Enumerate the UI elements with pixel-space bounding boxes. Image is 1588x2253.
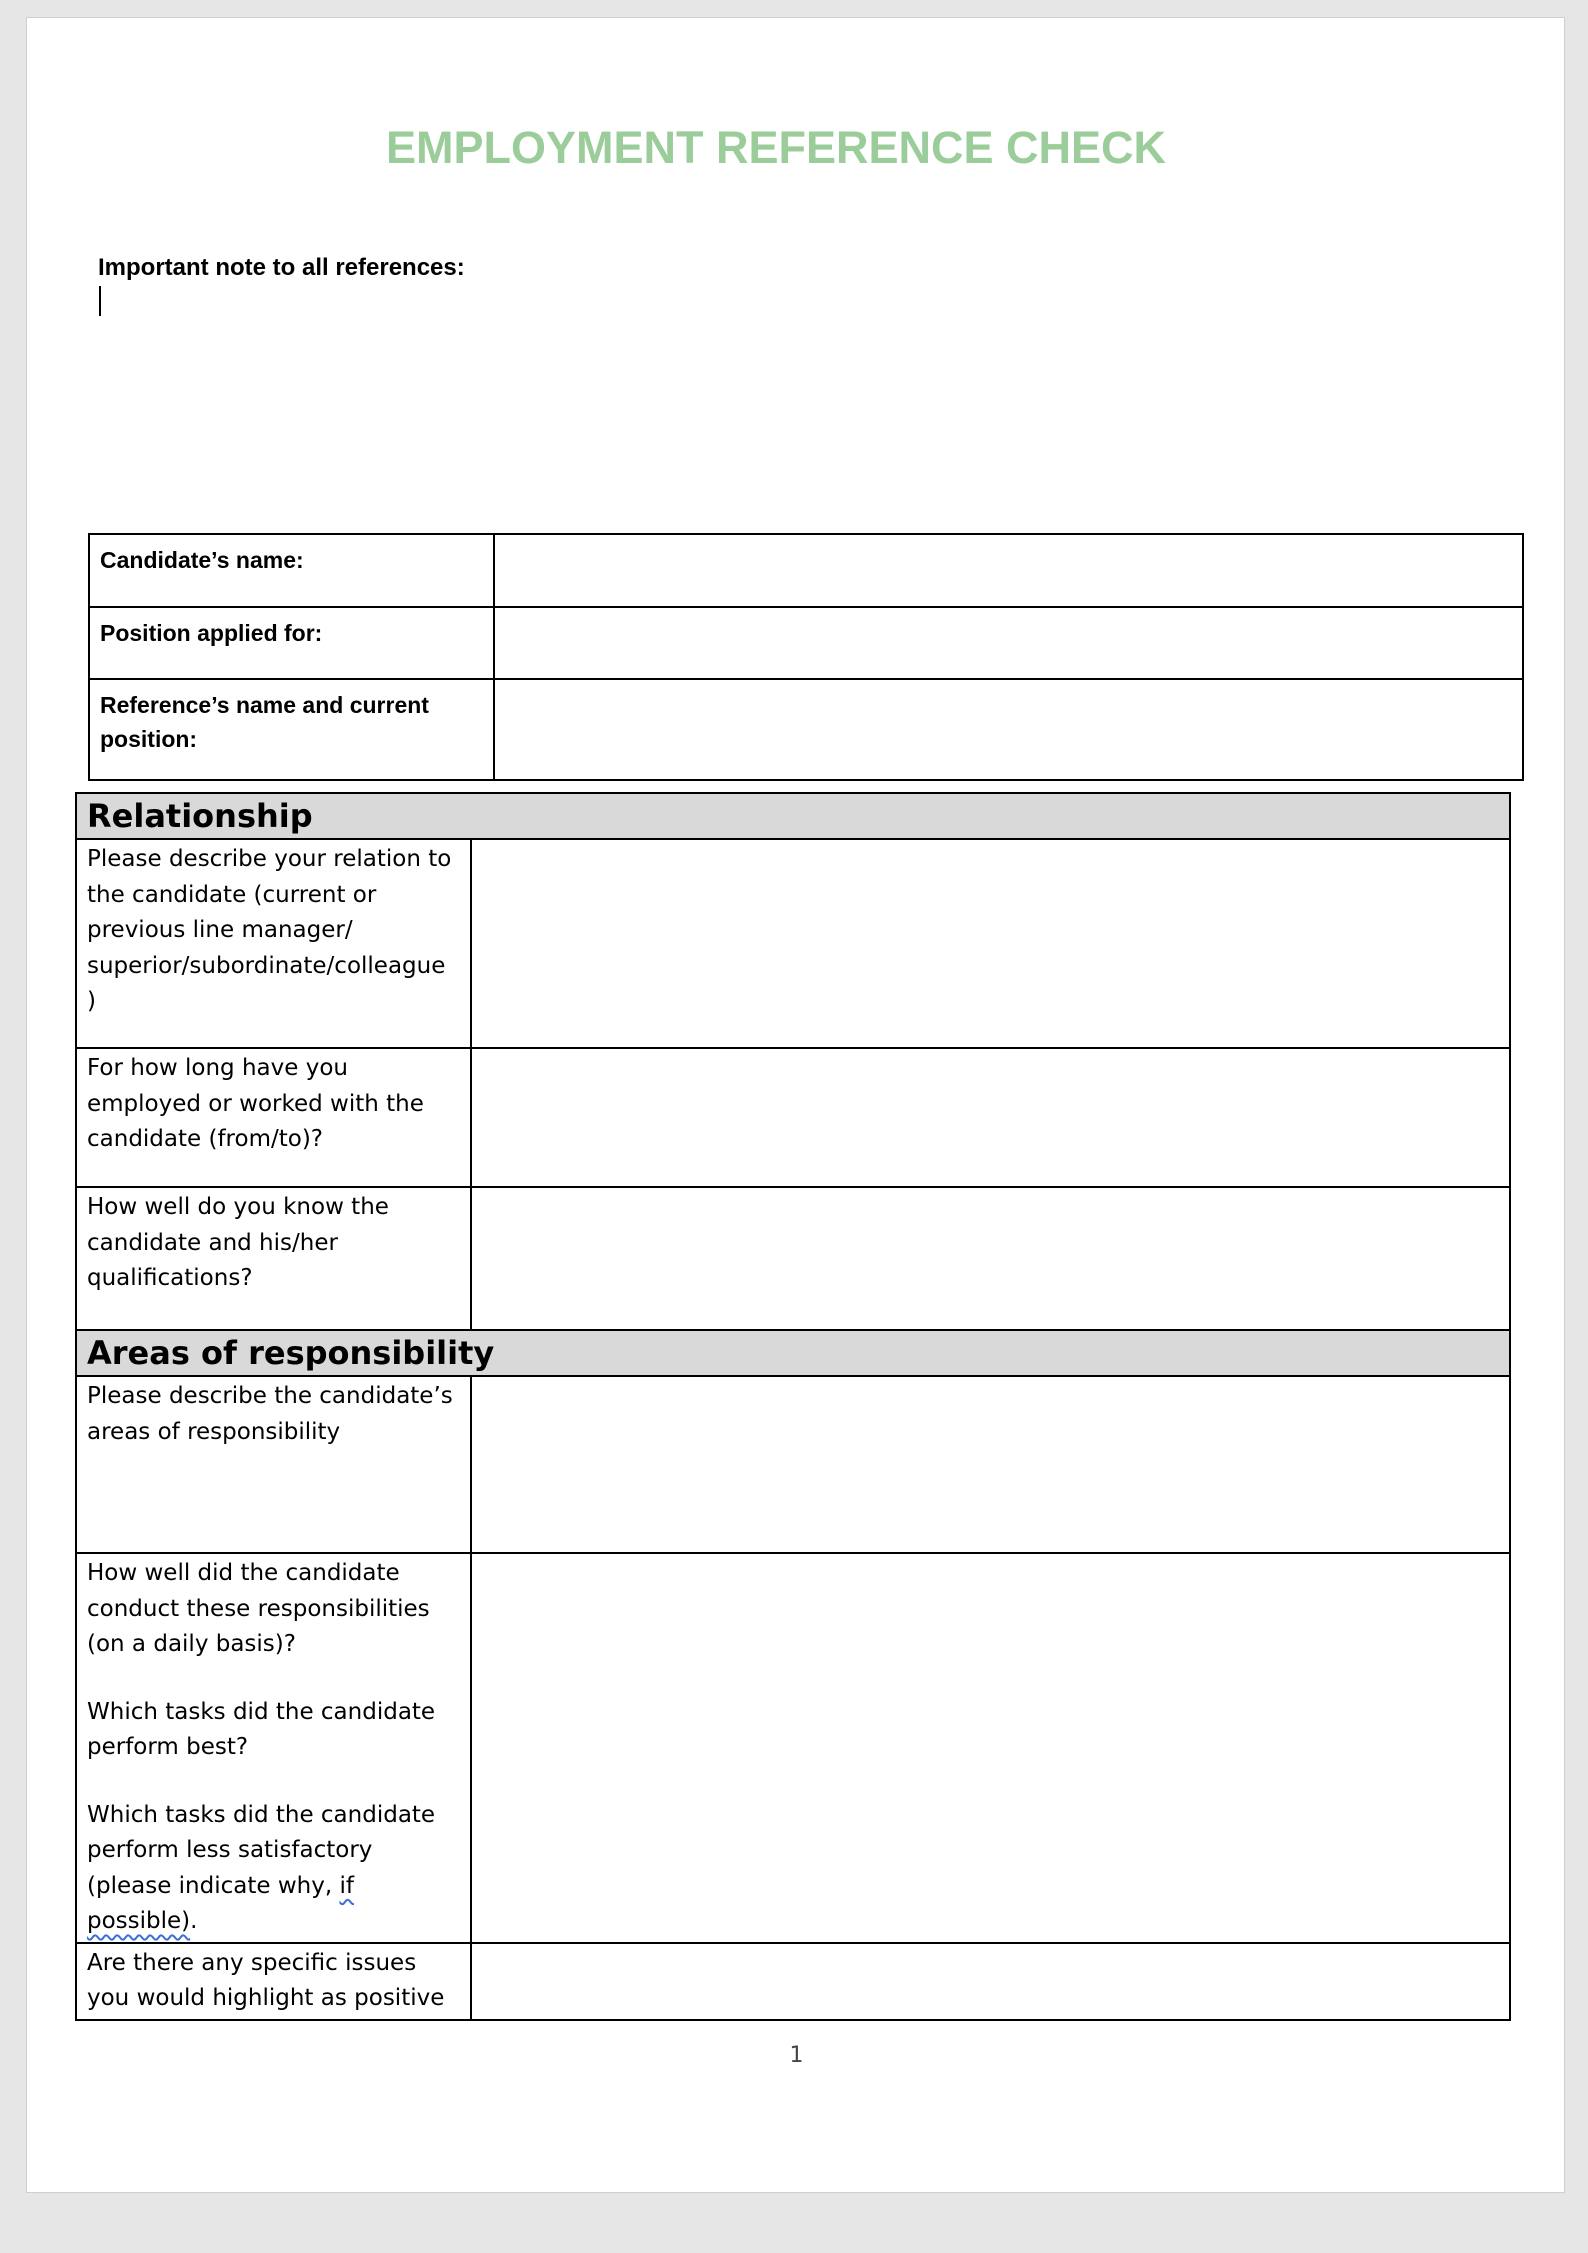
table-row xyxy=(89,607,1523,679)
performance-answer-field[interactable] xyxy=(471,1553,1510,1943)
section-header-row xyxy=(76,1330,1510,1376)
table-row xyxy=(89,679,1523,780)
duration-question: For how long have you employed or worked with the candidate (from/to)? xyxy=(76,1048,471,1187)
familiarity-question: How well do you know the candidate and his/her qualifications? xyxy=(76,1187,471,1330)
relationship-header: Relationship xyxy=(76,793,1510,839)
document-page xyxy=(26,17,1565,2193)
relation-answer-field[interactable] xyxy=(471,839,1510,1048)
familiarity-answer-field[interactable] xyxy=(471,1187,1510,1330)
reference-name-label: Reference’s name and current position: xyxy=(89,679,494,780)
weak-tasks-question xyxy=(87,1798,460,1940)
table-row xyxy=(76,839,1510,1048)
responsibility-areas-answer-field[interactable] xyxy=(471,1376,1510,1553)
responsibility-header: Areas of responsibility xyxy=(76,1330,1510,1376)
duration-answer-field[interactable] xyxy=(471,1048,1510,1187)
performance-questions xyxy=(76,1553,471,1943)
table-row xyxy=(89,534,1523,607)
table-row xyxy=(76,1187,1510,1330)
candidate-name-field[interactable] xyxy=(494,534,1523,607)
section-header-row xyxy=(76,793,1510,839)
table-row xyxy=(76,1943,1510,2020)
page-number: 1 xyxy=(789,2043,804,2068)
positive-issues-question: Are there any specific issues you would highlight as positive xyxy=(76,1943,471,2020)
candidate-info-table xyxy=(88,533,1524,781)
text-cursor[interactable] xyxy=(99,286,101,316)
table-row xyxy=(76,1048,1510,1187)
table-row xyxy=(76,1376,1510,1553)
best-tasks-question: Which tasks did the candidate perform best? xyxy=(87,1698,436,1760)
table-row xyxy=(76,1553,1510,1943)
document-title: EMPLOYMENT REFERENCE CHECK xyxy=(385,122,1167,173)
candidate-name-label: Candidate’s name: xyxy=(89,534,494,607)
reference-questions-table xyxy=(75,792,1511,2021)
important-note-label: Important note to all references: xyxy=(98,254,465,281)
relation-question: Please describe your relation to the candidate (current or previous line manager/ superior/subordinate/colleague ) xyxy=(76,839,471,1048)
weak-tasks-end: . xyxy=(190,1908,198,1934)
weak-tasks-text: Which tasks did the candidate perform less satisfactory (please indicate why, xyxy=(87,1801,436,1899)
position-applied-label: Position applied for: xyxy=(89,607,494,679)
positive-issues-answer-field[interactable] xyxy=(471,1943,1510,2020)
responsibility-areas-question: Please describe the candidate’s areas of responsibility xyxy=(76,1376,471,1553)
reference-name-field[interactable] xyxy=(494,679,1523,780)
position-applied-field[interactable] xyxy=(494,607,1523,679)
spellcheck-flagged-text[interactable]: if possible) xyxy=(87,1872,354,1934)
daily-conduct-question: How well did the candidate conduct these responsibilities (on a daily basis)? xyxy=(87,1560,430,1657)
